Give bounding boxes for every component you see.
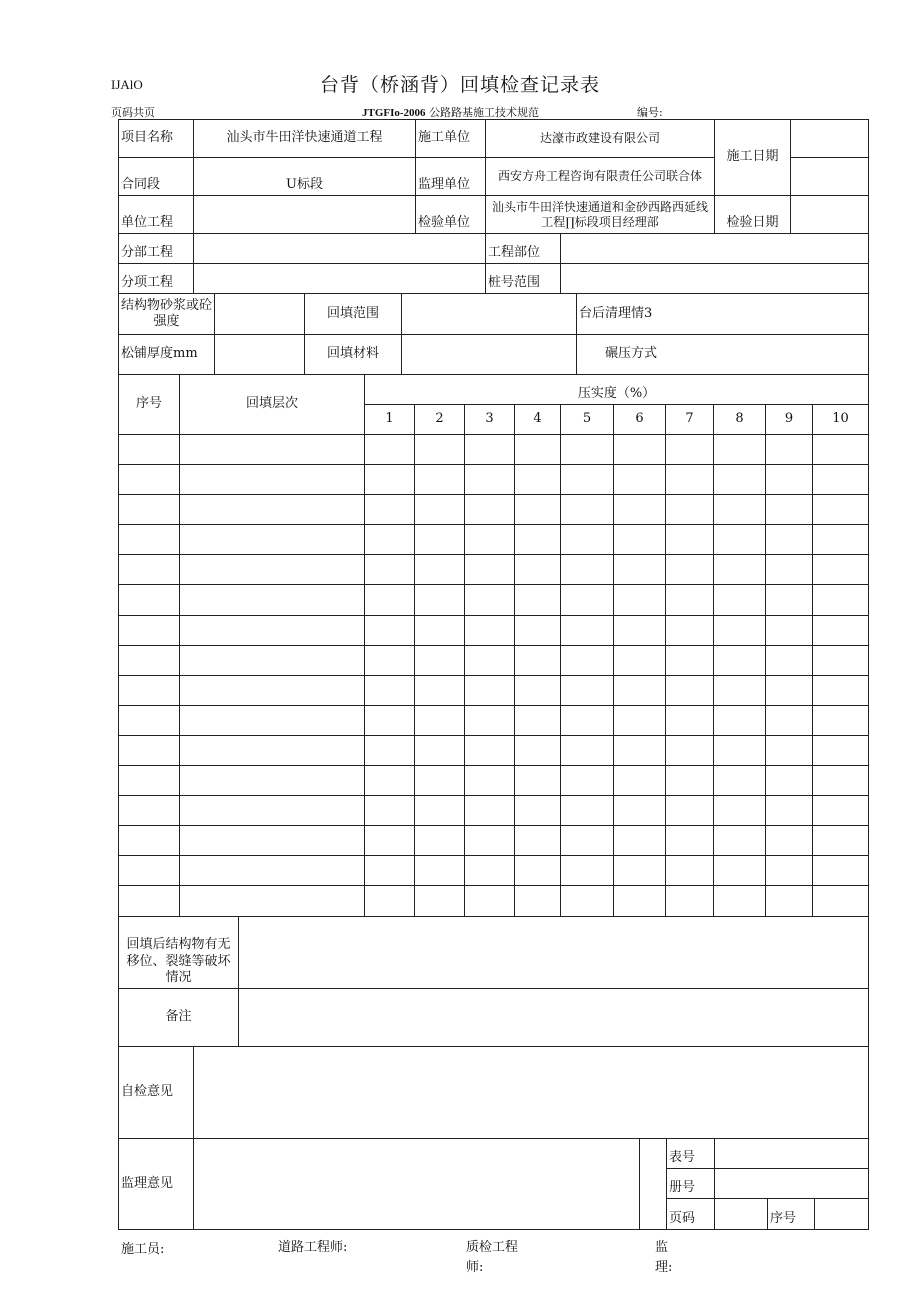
grid-cell [180,435,365,465]
opinion-spacer [640,1139,667,1230]
grid-cell [365,826,415,856]
grid-cell [813,856,869,886]
table-row [119,615,869,645]
grid-cell [119,826,180,856]
table-row [119,735,869,765]
grid-cell [666,705,714,735]
grid-cell [515,735,561,765]
grid-cell [415,675,465,705]
grid-cell [515,826,561,856]
cleanup-label: 台后清理情3 [577,294,869,335]
grid-cell [714,826,766,856]
grid-cell [666,435,714,465]
backfill-material-label: 回填材料 [305,335,402,375]
grid-cell [415,585,465,615]
grid-cell [714,886,766,916]
grid-cell [365,525,415,555]
grid-cell [119,886,180,916]
grid-cell [119,796,180,826]
builder-label: 施工员: [121,1242,165,1257]
supervisor-label: 监理: [655,1240,673,1275]
grid-cell [766,705,813,735]
grid-cell [561,495,614,525]
grid-cell [365,555,415,585]
backfill-range-label: 回填范围 [305,294,402,335]
grid-cell [561,856,614,886]
grid-cell [561,555,614,585]
grid-cell [714,645,766,675]
grid-cell [180,856,365,886]
grid-cell [666,826,714,856]
grid-cell [766,766,813,796]
standard-title: 公路路基施工技术规范 [429,106,540,119]
grid-cell [515,615,561,645]
grid-cell [465,766,515,796]
backfill-material-value [402,335,577,375]
inspection-date-label: 检验日期 [715,196,791,234]
grid-cell [515,705,561,735]
grid-cell [365,705,415,735]
grid-cell [666,585,714,615]
construction-date-value [791,120,869,158]
self-check-value [194,1047,869,1139]
number-label: 编号: [637,106,663,119]
grid-cell [561,615,614,645]
inspection-unit-label: 检验单位 [416,196,486,234]
form-no-value [715,1139,869,1169]
grid-cell [561,585,614,615]
grid-cell [415,435,465,465]
contract-label: 合同段 [119,158,194,196]
grid-cell [119,495,180,525]
grid-cell [714,796,766,826]
table-row [119,465,869,495]
backfill-range-value [402,294,577,335]
inspection-date-value [791,196,869,234]
grid-cell [515,766,561,796]
grid-cell [515,675,561,705]
project-name-label: 项目名称 [119,120,194,158]
grid-cell [465,735,515,765]
grid-cell [180,645,365,675]
grid-cell [666,495,714,525]
station-range-label: 桩号范围 [486,264,561,294]
grid-cell [813,585,869,615]
inspection-unit-value: 汕头市牛田洋快速通道和金砂西路西延线工程∏标段项目经理部 [486,196,715,234]
grid-cell [365,615,415,645]
displacement-label: 回填后结构物有无移位、裂缝等破坏情况 [119,917,239,989]
page-title: 台背（桥涵背）回填检查记录表 [319,74,600,96]
grid-cell [465,435,515,465]
grid-cell [766,495,813,525]
grid-cell [813,645,869,675]
column-header-2: 2 [415,405,465,435]
grid-cell [766,675,813,705]
grid-cell [813,495,869,525]
grid-cell [813,766,869,796]
grid-cell [561,675,614,705]
column-header-3: 3 [465,405,515,435]
grid-cell [465,886,515,916]
grid-cell [766,826,813,856]
grid-cell [614,735,666,765]
grid-cell [714,465,766,495]
grid-cell [614,856,666,886]
grid-cell [465,465,515,495]
grid-cell [714,585,766,615]
grid-cell [614,796,666,826]
grid-cell [515,525,561,555]
loose-thickness-label: 松铺厚度mm [119,335,215,375]
grid-cell [465,555,515,585]
grid-cell [766,465,813,495]
grid-cell [180,826,365,856]
mortar-strength-label: 结构物砂浆或砼强度 [119,294,215,335]
grid-cell [614,525,666,555]
seq-header: 序号 [119,375,180,435]
grid-cell [766,435,813,465]
grid-cell [119,615,180,645]
grid-cell [119,856,180,886]
grid-cell [365,645,415,675]
grid-cell [714,856,766,886]
page-no-value [715,1199,768,1230]
grid-cell [666,766,714,796]
grid-cell [415,525,465,555]
form-no-label: 表号 [667,1139,715,1169]
grid-cell [666,465,714,495]
grid-cell [614,675,666,705]
grid-cell [365,796,415,826]
table-row [119,645,869,675]
note-value [239,989,869,1047]
grid-cell [766,886,813,916]
grid-cell [614,645,666,675]
grid-cell [813,886,869,916]
grid-cell [766,615,813,645]
grid-cell [813,705,869,735]
grid-cell [614,435,666,465]
grid-cell [666,796,714,826]
grid-cell [813,435,869,465]
grid-cell [465,796,515,826]
grid-cell [119,525,180,555]
grid-cell [766,525,813,555]
grid-cell [766,735,813,765]
grid-cell [119,585,180,615]
grid-cell [180,766,365,796]
grid-cell [415,555,465,585]
column-header-9: 9 [766,405,813,435]
column-header-10: 10 [813,405,869,435]
grid-cell [180,886,365,916]
grid-cell [465,495,515,525]
signature-footer [0,1238,920,1278]
construction-unit-value: 达濠市政建设有限公司 [486,120,715,158]
grid-cell [515,555,561,585]
column-header-1: 1 [365,405,415,435]
road-engineer-label: 道路工程师: [278,1240,348,1255]
table-row [119,826,869,856]
grid-cell [714,555,766,585]
table-row [119,766,869,796]
grid-cell [561,465,614,495]
grid-cell [766,585,813,615]
layer-header: 回填层次 [180,375,365,435]
grid-cell [714,735,766,765]
grid-cell [465,675,515,705]
grid-cell [119,675,180,705]
item-project-label: 分项工程 [119,264,194,294]
grid-cell [766,856,813,886]
grid-cell [561,435,614,465]
table-row [119,705,869,735]
table-row [119,886,869,916]
self-check-label: 自检意见 [119,1047,194,1139]
grid-cell [561,766,614,796]
grid-cell [415,615,465,645]
grid-cell [813,675,869,705]
grid-cell [813,555,869,585]
grid-cell [415,645,465,675]
book-no-value [715,1169,869,1199]
displacement-table [118,916,869,1047]
supervision-unit-value: 西安方舟工程咨询有限责任公司联合体 [486,158,715,196]
construction-date-label: 施工日期 [715,120,791,196]
eng-part-label: 工程部位 [486,234,561,264]
grid-cell [813,465,869,495]
grid-cell [614,766,666,796]
table-row [119,495,869,525]
grid-cell [766,796,813,826]
grid-cell [813,525,869,555]
grid-cell [614,886,666,916]
grid-cell [515,435,561,465]
station-range-value [561,264,869,294]
grid-cell [365,856,415,886]
grid-cell [365,585,415,615]
loose-thickness-value [215,335,305,375]
grid-cell [415,826,465,856]
grid-cell [119,435,180,465]
grid-cell [415,465,465,495]
grid-cell [119,735,180,765]
grid-cell [714,615,766,645]
table-row [119,796,869,826]
grid-cell [666,856,714,886]
unit-project-value [194,196,416,234]
compaction-grid [118,374,869,917]
grid-cell [415,856,465,886]
project-name-value: 汕头市牛田洋快速通道工程 [194,120,416,158]
grid-cell [614,826,666,856]
grid-cell [614,615,666,645]
material-table [118,293,869,375]
grid-cell [515,495,561,525]
grid-cell [666,555,714,585]
grid-cell [813,826,869,856]
grid-cell [766,645,813,675]
table-row [119,525,869,555]
column-header-7: 7 [666,405,714,435]
grid-cell [180,735,365,765]
standard-reference [362,104,539,120]
grid-cell [666,675,714,705]
book-no-label: 册号 [667,1169,715,1199]
table-row [119,856,869,886]
form-code: IJAlO [111,77,143,92]
qc-engineer-label: 质检工程师: [466,1240,519,1275]
grid-cell [714,435,766,465]
construction-unit-label: 施工单位 [416,120,486,158]
column-header-4: 4 [515,405,561,435]
grid-cell [714,675,766,705]
grid-cell [365,886,415,916]
grid-cell [180,555,365,585]
construction-date-value-2 [791,158,869,196]
grid-cell [561,886,614,916]
supervision-opinion-value [194,1139,640,1230]
grid-cell [614,555,666,585]
grid-cell [415,495,465,525]
grid-cell [714,495,766,525]
grid-cell [714,705,766,735]
item-project-value [194,264,486,294]
standard-code: JTGFIo-2006 [362,107,426,119]
grid-cell [561,826,614,856]
grid-cell [561,796,614,826]
opinion-table [118,1046,869,1230]
grid-cell [180,796,365,826]
grid-cell [813,735,869,765]
sub-project-table [118,233,869,294]
grid-cell [180,705,365,735]
grid-cell [561,525,614,555]
page-no-label: 页码 [667,1199,715,1230]
grid-cell [180,465,365,495]
grid-cell [666,525,714,555]
grid-cell [180,525,365,555]
grid-cell [515,465,561,495]
grid-cell [813,615,869,645]
column-header-6: 6 [614,405,666,435]
grid-cell [465,705,515,735]
grid-cell [614,585,666,615]
grid-cell [365,735,415,765]
grid-cell [119,705,180,735]
grid-cell [465,525,515,555]
grid-cell [365,675,415,705]
grid-cell [465,856,515,886]
sub-project-label: 分部工程 [119,234,194,264]
grid-cell [365,766,415,796]
seq-no-value [815,1199,869,1230]
grid-cell [465,645,515,675]
grid-cell [415,766,465,796]
grid-cell [180,495,365,525]
grid-cell [515,585,561,615]
grid-cell [365,495,415,525]
unit-project-label: 单位工程 [119,196,194,234]
grid-cell [766,555,813,585]
table-row [119,435,869,465]
compaction-header: 压实度（%） [365,375,869,405]
compaction-method-label: 碾压方式 [577,335,869,375]
grid-cell [415,735,465,765]
grid-cell [666,886,714,916]
grid-cell [119,465,180,495]
grid-cell [813,796,869,826]
grid-cell [614,495,666,525]
grid-cell [515,796,561,826]
mortar-strength-value [215,294,305,335]
grid-cell [365,465,415,495]
note-label: 备注 [119,989,239,1047]
grid-cell [415,705,465,735]
grid-cell [415,796,465,826]
grid-cell [666,615,714,645]
eng-part-value [561,234,869,264]
sub-project-value [194,234,486,264]
grid-cell [614,705,666,735]
grid-cell [465,826,515,856]
contract-value: U标段 [194,158,416,196]
grid-cell [561,705,614,735]
grid-cell [515,645,561,675]
grid-cell [119,645,180,675]
grid-cell [515,886,561,916]
grid-cell [180,675,365,705]
displacement-value [239,917,869,989]
grid-cell [415,886,465,916]
column-header-8: 8 [714,405,766,435]
grid-cell [119,555,180,585]
info-table [118,119,869,234]
page-count-label: 页码共页 [111,106,155,119]
grid-cell [119,766,180,796]
grid-cell [561,735,614,765]
supervision-opinion-label: 监理意见 [119,1139,194,1230]
grid-cell [515,856,561,886]
grid-cell [666,645,714,675]
table-row [119,675,869,705]
grid-cell [465,585,515,615]
grid-cell [614,465,666,495]
grid-cell [714,525,766,555]
seq-no-label: 序号 [768,1199,815,1230]
column-header-5: 5 [561,405,614,435]
grid-cell [714,766,766,796]
grid-cell [180,585,365,615]
grid-cell [180,615,365,645]
table-row [119,555,869,585]
supervision-unit-label: 监理单位 [416,158,486,196]
grid-cell [465,615,515,645]
grid-cell [666,735,714,765]
grid-cell [365,435,415,465]
table-row [119,585,869,615]
grid-cell [561,645,614,675]
